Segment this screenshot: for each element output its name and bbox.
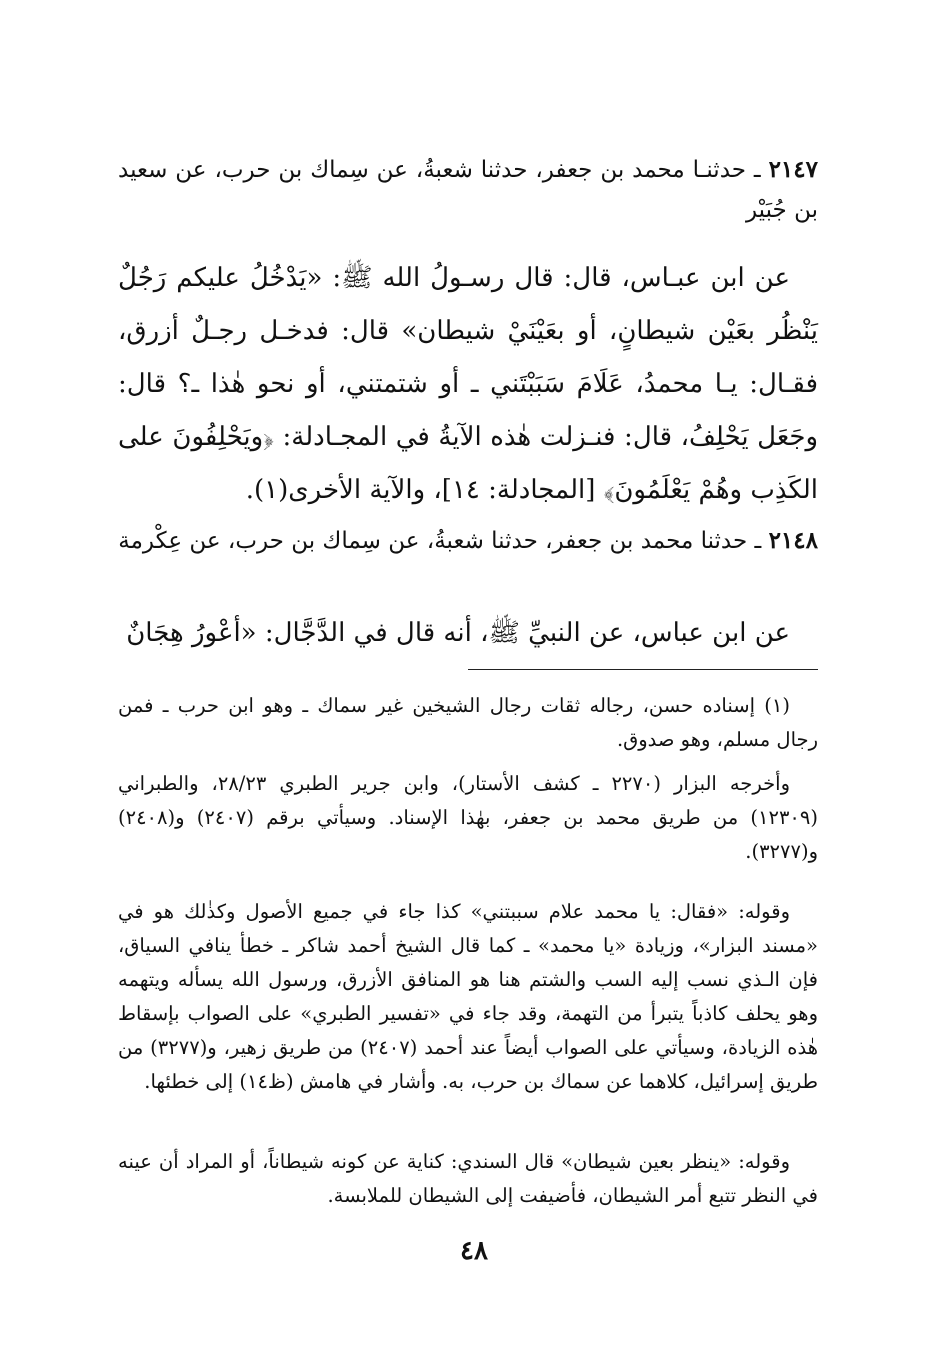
footnote-1: (١) إسناده حسن، رجاله ثقات رجال الشيخين غير سماك ـ وهو ابن حرب ـ فمن رجال مسلم، وهو صدوق. xyxy=(118,694,818,751)
footnote-1-commentary-2: وقوله: «ينظر بعين شيطان» قال السندي: كناية عن كونه شيطاناً، أو المراد أن عينه في النظر تتبع أمر الشيطان، فأضيفت إلى الشيطان للملابسة. xyxy=(118,1150,818,1207)
hadith-2147-matn: عن ابن عبـاس، قال: قال رسـولُ الله ﷺ: «يَدْخُلُ عليكم رَجُلٌ يَنْظُر بعَيْن شيطانٍ، أو بعَيْنَيْ شيطان» قال: فدخـل رجـلٌ أزرق، فقـال: يـا محمدُ، عَلَامَ سَبَبْتَني ـ أو شتمتني، أو نحو هٰذا ـ؟ قال: وجَعَل يَحْلِفُ، قال: فنـزلت هٰذه الآيةُ في المجـادلة: ﴿ويَحْلِفُونَ على الكَذِب وهُمْ يَعْلَمُونَ﴾ [المجادلة: ١٤]، والآية الأخرى(١). xyxy=(118,263,818,505)
hadith-2148-number: ٢١٤٨ xyxy=(768,527,818,554)
hadith-2148-isnad xyxy=(118,521,818,561)
hadith-2148-matn: عن ابن عباس، عن النبيِّ ﷺ، أنه قال في الدَّجَّال: «أعْورُ هِجَانٌ xyxy=(126,618,790,648)
footnote-1-commentary: وقوله: «فقال: يا محمد علام سببتني» كذا جاء في جميع الأصول وكذٰلك هو في «مسند البزار»، وزيادة «يا محمد» ـ كما قال الشيخ أحمد شاكر ـ خطأ ينافي السياق، فإن الـذي نسب إليه السب والشتم هنا هو المنافق الأزرق، ورسول الله يسأله ويتهمه وهو يحلف كاذباً يتبرأ من التهمة، وقد جاء في «تفسير الطبري» على الصواب بإسقاط هٰذه الزيادة، وسيأتي على الصواب أيضاً عند أحمد (٢٤٠٧) من طريق زهير، و(٣٢٧٧) من طريق إسرائيل، كلاهما عن سماك بن حرب، به. وأشار في هامش (ظ١٤) إلى خطئها. xyxy=(118,900,818,1093)
footnote-1-takhrij: وأخرجه البزار (٢٢٧٠ ـ كشف الأستار)، وابن جرير الطبري ٢٨/٢٣، والطبراني (١٢٣٠٩) من طريق محمد بن جعفر، بهٰذا الإسناد. وسيأتي برقم (٢٤٠٧) و(٢٤٠٨) و(٣٢٧٧). xyxy=(118,772,818,863)
hadith-2147-isnad xyxy=(118,150,818,230)
footnote-separator xyxy=(468,669,818,670)
hadith-2148-isnad-text: ـ حدثنا محمد بن جعفر، حدثنا شعبةُ، عن سِماك بن حرب، عن عِكْرمة xyxy=(118,528,769,554)
hadith-2147-isnad-text: ـ حدثنـا محمد بن جعفر، حدثنا شعبةُ، عن سِماك بن حرب، عن سعيد بن جُبَيْر xyxy=(118,157,818,223)
hadith-2147-number: ٢١٤٧ xyxy=(768,156,818,183)
page-number: ٤٨ xyxy=(460,1236,488,1266)
